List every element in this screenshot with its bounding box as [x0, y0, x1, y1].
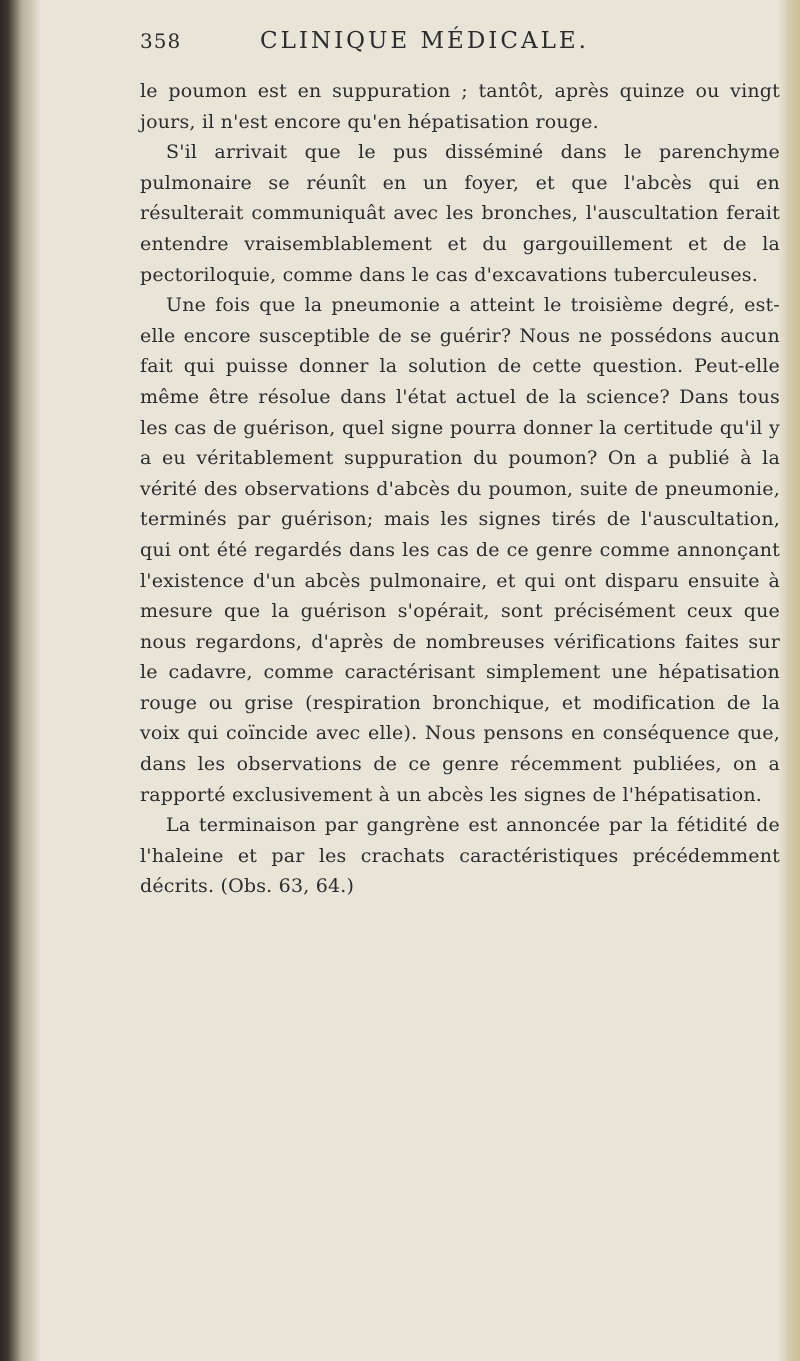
paragraph-gangrene: La terminaison par gangrène est annoncée par la fétidité de l'haleine et par les crachats caractéristiques précédemment décrits. (Obs. 63, 64.) — [140, 814, 780, 898]
paragraph-continuation: le poumon est en suppuration ; tantôt, après quinze ou vingt jours, il n'est encore qu'en hépatisation rouge. — [140, 80, 780, 133]
page-edge — [778, 0, 800, 1361]
book-spine-shadow — [0, 0, 40, 1361]
body-text — [140, 76, 780, 902]
paragraph-third-degree: Une fois que la pneumonie a atteint le troisième degré, est-elle encore susceptible de se guérir? Nous ne possédons aucun fait qui puisse donner la solution de cette question. Peut-elle même être résolue dans l'état actuel de la science? Dans tous les cas de guérison, quel signe pourra donner la certitude qu'il y a eu véritablement suppuration du poumon? On a publié à la vérité des observations d'abcès du poumon, suite de pneumonie, terminés par guérison; mais les signes tirés de l'auscultation, qui ont été regardés dans les cas de ce genre comme annonçant l'existence d'un abcès pulmonaire, et qui ont disparu ensuite à mesure que la guérison s'opérait, sont précisément ceux que nous regardons, d'après de nombreuses vérifications faites sur le cadavre, comme caractérisant simplement une hépatisation rouge ou grise (respiration bronchique, et modification de la voix qui coïncide avec elle). Nous pensons en conséquence que, dans les observations de ce genre récemment publiées, on a rapporté exclusivement à un abcès les signes de l'hépatisation. — [140, 294, 780, 806]
book-page — [140, 28, 780, 902]
paragraph-abscess: S'il arrivait que le pus disséminé dans le parenchyme pulmonaire se réunît en un foyer, et que l'abcès qui en résulterait communiquât avec les bronches, l'auscultation ferait entendre vraisemblablement et du gargouillement et de la pectoriloquie, comme dans le cas d'excavations tuberculeuses. — [140, 141, 780, 286]
page-number: 358 — [140, 29, 182, 53]
running-title: CLINIQUE MÉDICALE. — [260, 28, 589, 54]
page-header — [140, 28, 780, 68]
